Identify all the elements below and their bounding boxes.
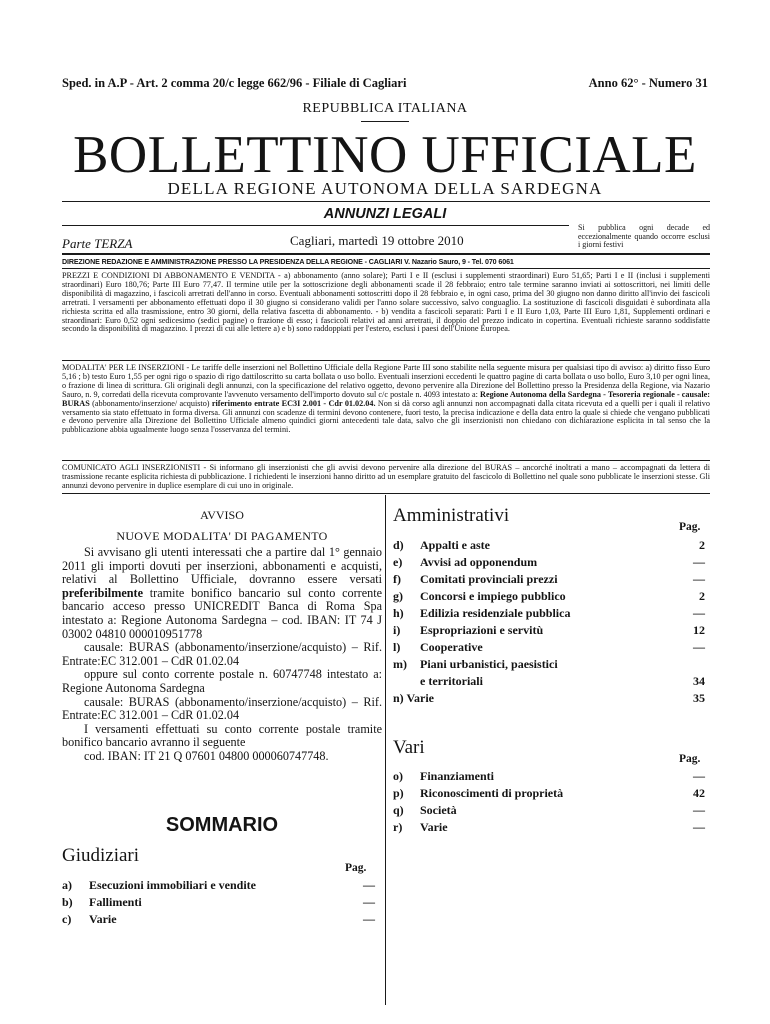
issue-number: Anno 62° - Numero 31 <box>588 76 708 90</box>
notice-paragraph: Si avvisano gli utenti interessati che a partire dal 1° gennaio 2011 gli importi dovuti per inserzioni, abbonamenti e acquisti, relativi al Bollettino Ufficiale, dovranno essere versati preferibilmente tramite bonifico bancario sul conto corrente bancario acceso presso UNICREDIT Banca di Roma Spa intestato a: Regione Autonoma Sardegna – cod. IBAN: IT 74 J 03002 04810 000010951778 <box>62 545 382 641</box>
republic-label: REPUBBLICA ITALIANA <box>302 101 468 116</box>
toc-item: d) Appalti e aste 2 <box>393 538 705 552</box>
notice-title: AVVISO <box>200 508 244 522</box>
page-title: BOLLETTINO UFFICIALE <box>73 126 697 184</box>
divider <box>62 360 710 361</box>
divider <box>361 121 409 122</box>
toc-item: i) Espropriazioni e servitù 12 <box>393 623 705 637</box>
toc-item: h) Edilizia residenziale pubblica — <box>393 606 705 620</box>
notice-paragraph: causale: BURAS (abbonamento/inserzione/acquisto) – Rif. Entrate:EC 312.001 – CdR 01.02.04 <box>62 694 382 723</box>
toc-item: p) Riconoscimenti di proprietà 42 <box>393 786 705 800</box>
divider <box>62 201 710 202</box>
section-heading-amministrativi: Amministrativi <box>393 505 510 526</box>
toc-item: o) Finanziamenti — <box>393 769 705 783</box>
prices-notice: PREZZI E CONDIZIONI DI ABBONAMENTO E VENDITA - a) abbonamento (anno solare); Parti I e II (esclusi i supplementi straordinari) Euro 51,65; Parti I e II (inclusi i supplementi straordinari) Euro 180,76; Parte III Euro 77,47. Il termine utile per la sottoscrizione degli abbonamenti scade il 28 febbraio; entro tale termine saranno inviati ai sottoscrittori, nei limiti delle disponibilità di magazzino, i fascicoli arretrati dell'anno in corso. Eventuali abbonamenti sottoscritti dopo il 28 febbraio e, in ogni caso, prima del 30 giugno non danno diritto all'invio dei fascicoli arretrati. I versamenti per abbonamento effettuati dopo il 30 giugno si considerano validi per l'anno solare successivo, salvo conguaglio. La sostituzione di fascicoli disguidati è subordinata alla richiesta scritta ed alla trasmissione, entro 30 giorni, della relativa fascetta di abbonamento. - b) vendita a fascicoli separati: Parti I e II Euro 1,03, Parte III Euro 1,81, Supplementi ordinari e straordinari: Euro 0,52 ogni sedicesimo (sedici pagine) o frazione di esso; i fascicoli relativi ad anni arretrati, il doppio del prezzo indicato in copertina. Eventuali richieste saranno soddisfatte secondo la disponibilità di magazzino. I prezzi di cui alle lettere a) e b) sono raddoppiati per l'estero, esclusi i paesi dell'Unione Europea. <box>62 271 710 334</box>
toc-item-varie: n) Varie 35 <box>393 691 705 705</box>
issue-date: Cagliari, martedì 19 ottobre 2010 <box>290 233 464 248</box>
divider <box>62 268 710 269</box>
notice-subtitle: NUOVE MODALITA' DI PAGAMENTO <box>116 529 328 543</box>
divider <box>62 460 710 461</box>
advertisers-notice: COMUNICATO AGLI INSERZIONISTI - Si informano gli inserzionisti che gli avvisi devono pervenire alla direzione del BURAS – ancorché inoltrati a mano – accompagnati da lettera di trasmissione recante esplicita richiesta di pubblicazione. I richiedenti le inserzioni hanno diritto ad un esemplare gratuito del fascicolo di Bollettino nel quale sono pubblicate le inserzioni stesse. Gli annunzi devono pervenire in duplice esemplare di cui uno in originale. <box>62 463 710 490</box>
editorial-address: DIREZIONE REDAZIONE E AMMINISTRAZIONE PRESSO LA PRESIDENZA DELLA REGIONE - CAGLIARI V. Nazario Sauro, 9 - Tel. 070 6061 <box>62 258 514 266</box>
page-column-label: Pag. <box>679 521 701 533</box>
insertion-terms-notice: MODALITA' PER LE INSERZIONI - Le tariffe delle inserzioni nel Bollettino Ufficiale della Regione Parte III sono stabilite nella seguente misura per qualsiasi tipo di avviso: a) diritto fisso Euro 5,16 ; b) testo Euro 1,55 per ogni rigo o spazio di rigo dattiloscritto su carta bollata o uso bollo. Eventuali inserzioni eccedenti le quattro pagine di carta bollata o uso bollo, Euro 3,10 per ogni linea, o frazione di linea di scrittura. Gli originali degli annunzi, con la specificazione del relativo oggetto, devono pervenire alla Direzione del Bollettino presso la Presidenza della Regione, via Nazario Sauro, n. 9, corredati della ricevuta comprovante l'avvenuto versamento dell'importo dovuto sul c/c postale n. 4093 intestato a: Regione Autonoma della Sardegna - Tesoreria regionale - causale: BURAS (abbonamento/inserzione/ acquisto) riferimento entrate EC3I 2.001 - Cdr 01.02.04. Non si dà corso agli annunzi non accompagnati dalla citata ricevuta ed a quelli per i quali il relativo versamento sia stato effettuato in forma diversa. Gli annunzi con scadenze di termini devono contenere, fuori testo, la precisa indicazione e della data entro la quale si chiede che vengano pubblicati e devono pervenire alla Direzione del Bollettino Ufficiale almeno quindici giorni antecedenti tale data, salvo che gli inserzionisti non chiedano con dichiarazione esplicita in tal senso che la pubblicazione abbia ugualmente luogo senza l'osservanza del termini. <box>62 363 710 435</box>
toc-item: l) Cooperative — <box>393 640 705 654</box>
divider <box>62 493 710 494</box>
toc-item: q) Società — <box>393 803 705 817</box>
section-heading-vari: Vari <box>393 737 425 758</box>
part-label: Parte TERZA <box>62 236 133 251</box>
notice-paragraph: oppure sul conto corrente postale n. 60747748 intestato a: Regione Autonoma Sardegna <box>62 667 382 695</box>
page-column-label: Pag. <box>345 862 367 874</box>
toc-item: g) Concorsi e impiego pubblico 2 <box>393 589 705 603</box>
notice-paragraph: I versamenti effettuati su conto corrente postale tramite bonifico bancario avranno il seguente <box>62 721 382 750</box>
toc-item: f) Comitati provinciali prezzi — <box>393 572 705 586</box>
toc-item: r) Varie — <box>393 820 705 834</box>
toc-item: m) Piani urbanistici, paesistici <box>393 657 558 671</box>
shipping-info: Sped. in A.P - Art. 2 comma 20/c legge 662/96 - Filiale di Cagliari <box>62 76 407 90</box>
section-heading-giudiziari: Giudiziari <box>62 845 140 866</box>
toc-item: a) Esecuzioni immobiliari e vendite — <box>62 878 375 892</box>
notice-paragraph: cod. IBAN: IT 21 Q 07601 04800 000060747748. <box>84 748 329 763</box>
page-subtitle: DELLA REGIONE AUTONOMA DELLA SARDEGNA <box>167 179 603 198</box>
section-label: ANNUNZI LEGALI <box>323 206 447 222</box>
toc-item: e territoriali 34 <box>420 674 705 688</box>
page-column-label: Pag. <box>679 753 701 765</box>
publication-note: Si pubblica ogni decade ed eccezionalmente quando occorre esclusi i giorni festivi <box>578 223 710 249</box>
column-divider <box>385 495 386 1005</box>
toc-item: e) Avvisi ad opponendum — <box>393 555 705 569</box>
summary-title: SOMMARIO <box>165 814 279 836</box>
toc-item: b) Fallimenti — <box>62 895 375 909</box>
notice-body <box>62 546 382 764</box>
notice-paragraph: causale: BURAS (abbonamento/inserzione/acquisto) – Rif. Entrate:EC 312.001 – CdR 01.02.04 <box>62 640 382 668</box>
toc-vari <box>393 769 705 837</box>
toc-giudiziari <box>62 878 375 929</box>
divider <box>62 253 710 255</box>
toc-item: c) Varie — <box>62 912 375 926</box>
divider <box>62 225 569 226</box>
toc-amministrativi <box>393 538 705 708</box>
